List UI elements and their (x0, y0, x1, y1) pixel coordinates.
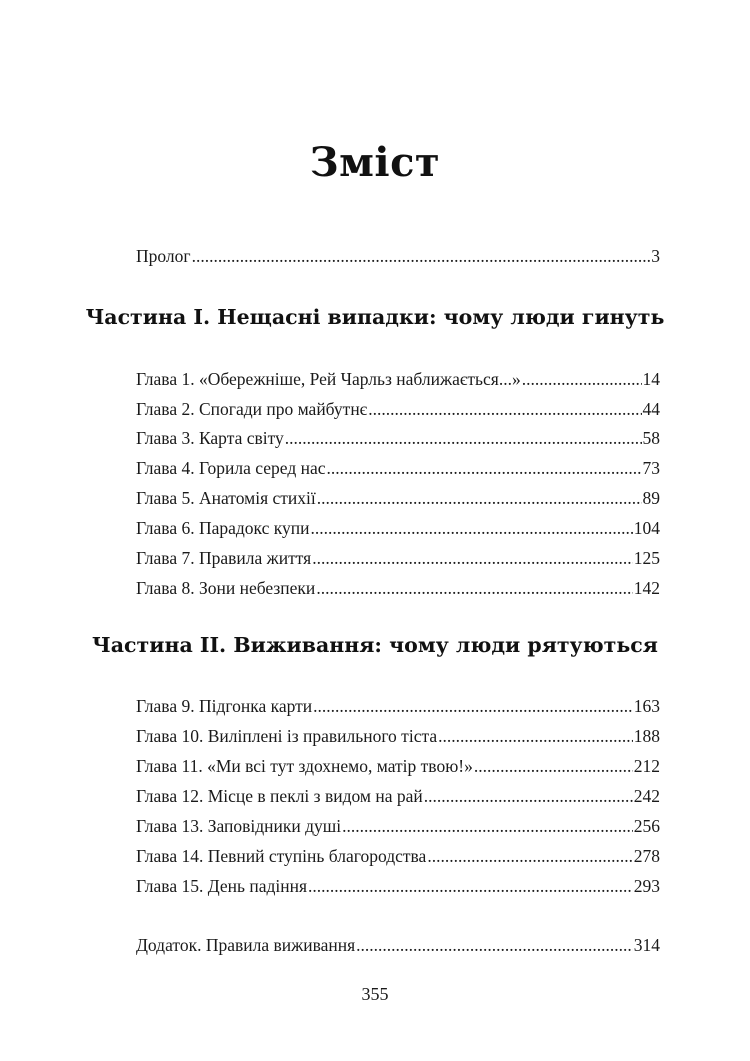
toc-page-number: 3 (651, 246, 660, 266)
toc-entry-label: Додаток. Правила виживання (136, 935, 356, 955)
toc-entry-chapter-9 (136, 693, 660, 719)
toc-page-number: 242 (633, 786, 660, 806)
toc-page-number: 58 (642, 428, 660, 448)
toc-page-number: 125 (633, 548, 660, 568)
dot-leader (327, 455, 642, 481)
toc-page-number: 293 (633, 876, 660, 896)
toc-entry-label: Глава 11. «Ми всі тут здохнемо, матір твою!» (136, 756, 473, 776)
toc-entry-label: Глава 9. Підгонка карти (136, 696, 313, 716)
toc-entry-label: Глава 12. Місце в пеклі з видом на рай (136, 786, 423, 806)
dot-leader (316, 575, 632, 601)
toc-entry-label: Глава 5. Анатомія стихії (136, 488, 316, 508)
dot-leader (317, 485, 642, 511)
dot-leader (192, 243, 651, 269)
toc-entry-chapter-13 (136, 813, 660, 839)
toc-page-number: 142 (633, 578, 660, 598)
toc-entry-chapter-10 (136, 723, 660, 749)
toc-entry-chapter-12 (136, 783, 660, 809)
toc-entry-chapter-2 (136, 396, 660, 422)
toc-entry-label: Глава 10. Виліплені із правильного тіста (136, 726, 438, 746)
dot-leader (427, 843, 632, 869)
toc-entry-label: Глава 15. День падіння (136, 876, 308, 896)
toc-entry-appendix (136, 932, 660, 958)
toc-entry-chapter-1 (136, 366, 660, 392)
page-number: 355 (361, 984, 389, 1004)
toc-entry-chapter-8 (136, 575, 660, 601)
toc-entry-chapter-11 (136, 753, 660, 779)
toc-entry-label: Пролог (136, 246, 191, 266)
toc-page-number: 44 (642, 399, 660, 419)
toc-entry-label: Глава 8. Зони небезпеки (136, 578, 316, 598)
dot-leader (311, 515, 633, 541)
dot-leader (438, 723, 633, 749)
dot-leader (368, 396, 641, 422)
toc-entry-label: Глава 13. Заповідники душі (136, 816, 342, 836)
toc-page-number: 73 (642, 458, 660, 478)
toc-entry-chapter-14 (136, 843, 660, 869)
toc-page-number: 163 (633, 696, 660, 716)
toc-page-number: 14 (642, 369, 660, 389)
part-1-heading: Частина I. Нещасні випадки: чому люди гинуть (85, 305, 665, 329)
dot-leader (424, 783, 633, 809)
toc-entry-chapter-5 (136, 485, 660, 511)
toc-page-number: 314 (633, 935, 660, 955)
toc-page-number: 278 (633, 846, 660, 866)
toc-entry-prologue (136, 243, 660, 269)
toc-page-number: 104 (633, 518, 660, 538)
toc-page-number: 89 (642, 488, 660, 508)
dot-leader (356, 932, 633, 958)
page-title: Зміст (309, 139, 441, 186)
dot-leader (474, 753, 633, 779)
toc-entry-label: Глава 4. Горила серед нас (136, 458, 326, 478)
toc-entry-label: Глава 3. Карта світу (136, 428, 284, 448)
toc-entry-chapter-7 (136, 545, 660, 571)
toc-entry-chapter-4 (136, 455, 660, 481)
toc-entry-chapter-15 (136, 873, 660, 899)
part-2-heading: Частина II. Виживання: чому люди рятуються (92, 633, 658, 657)
dot-leader (308, 873, 633, 899)
dot-leader (312, 545, 633, 571)
dot-leader (285, 425, 642, 451)
toc-page-number: 256 (633, 816, 660, 836)
toc-entry-label: Глава 6. Парадокс купи (136, 518, 310, 538)
toc-entry-chapter-3 (136, 425, 660, 451)
toc-entry-label: Глава 14. Певний ступінь благородства (136, 846, 427, 866)
dot-leader (342, 813, 633, 839)
toc-entry-label: Глава 7. Правила життя (136, 548, 312, 568)
dot-leader (522, 366, 642, 392)
toc-page-number: 212 (633, 756, 660, 776)
toc-page-number: 188 (633, 726, 660, 746)
toc-entry-chapter-6 (136, 515, 660, 541)
dot-leader (313, 693, 633, 719)
toc-entry-label: Глава 2. Спогади про майбутнє (136, 399, 368, 419)
toc-entry-label: Глава 1. «Обережніше, Рей Чарльз наближається...» (136, 369, 521, 389)
